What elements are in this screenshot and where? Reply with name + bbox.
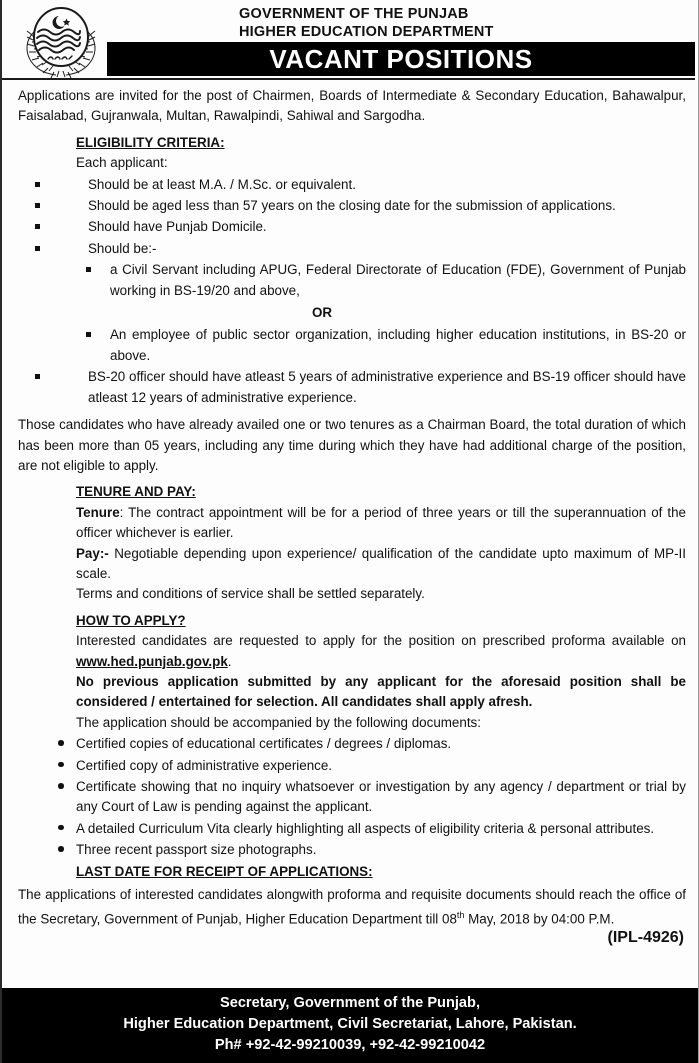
how-to-apply-paragraph: [76, 631, 686, 672]
list-item-text: Certificate showing that no inquiry whatsoever or investigation by any agency / department or trial by any Court of Law is pending against the applicant.: [76, 779, 686, 815]
eligibility-criteria-heading: ELIGIBILITY CRITERIA:: [76, 134, 225, 150]
no-previous-application-note: No previous application submitted by any applicant for the aforesaid position shall be considered / entertained for selection. All candidates shall apply afresh.: [76, 673, 686, 710]
list-item-text: Certified copies of educational certificates / degrees / diplomas.: [76, 736, 452, 752]
list-item-text: BS-20 officer should have atleast 5 years of administrative experience and BS-19 officer should have atleast 12 years of administrative experience.: [88, 369, 686, 405]
pay-label: Pay:-: [76, 545, 109, 561]
square-bullet-icon: [35, 224, 40, 229]
footer-line-address: Higher Education Department, Civil Secretariat, Lahore, Pakistan.: [123, 1016, 577, 1032]
list-item-text: Should be:-: [88, 240, 157, 256]
tenure-and-pay-heading: TENURE AND PAY:: [76, 484, 196, 500]
list-item: [18, 175, 686, 195]
page-footer: [2, 988, 698, 1063]
list-item-text: Three recent passport size photographs.: [76, 842, 317, 858]
apply-text-before: Interested candidates are requested to apply for the position on prescribed proforma available on: [76, 633, 686, 649]
page-header: [2, 0, 698, 78]
round-bullet-icon: [58, 783, 64, 789]
tenure-label: Tenure: [76, 504, 120, 520]
round-bullet-icon: [58, 846, 64, 852]
each-applicant-label: Each applicant:: [76, 155, 168, 171]
square-bullet-icon: [86, 267, 91, 272]
punjab-government-emblem-icon: [18, 4, 104, 78]
list-item-text: a Civil Servant including APUG, Federal Directorate of Education (FDE), Government of Punjab working in BS-19/20 and above,: [110, 262, 686, 298]
list-item: [18, 819, 686, 839]
square-bullet-icon: [35, 374, 40, 379]
pay-text: Negotiable depending upon experience/ qualification of the candidate upto maximum of MP-II scale.: [76, 545, 686, 581]
eligibility-list-experience: [18, 367, 686, 408]
list-item: [18, 260, 686, 301]
last-date-heading: LAST DATE FOR RECEIPT OF APPLICATIONS:: [76, 863, 373, 879]
list-item: [18, 777, 686, 818]
header-titles: [239, 5, 494, 41]
documents-intro: The application should be accompanied by the following documents:: [76, 714, 481, 730]
list-item-text: Should be aged less than 57 years on the closing date for the submission of applications.: [88, 198, 616, 214]
last-date-text-before: The applications of interested candidates alongwith proforma and requisite documents should reach the office of the Secretary, Government of Punjab, Higher Education Department till 08: [18, 887, 686, 927]
list-item: [18, 325, 686, 366]
advertisement-body: [2, 80, 698, 949]
how-to-apply-heading: HOW TO APPLY?: [76, 612, 186, 628]
vacant-positions-title: VACANT POSITIONS: [269, 44, 533, 74]
square-bullet-icon: [35, 203, 40, 208]
round-bullet-icon: [58, 762, 64, 768]
tenure-paragraph: [76, 503, 686, 544]
list-item: [18, 734, 686, 754]
list-item-text: Should be at least M.A. / M.Sc. or equivalent.: [88, 176, 356, 192]
square-bullet-icon: [35, 246, 40, 251]
date-superscript: th: [456, 910, 465, 921]
list-item: [18, 367, 686, 408]
or-separator: OR: [311, 305, 333, 321]
square-bullet-icon: [86, 332, 91, 337]
list-item: [18, 239, 686, 259]
tenure-restriction-paragraph: Those candidates who have already availed one or two tenures as a Chairman Board, the total duration of which has been more than 05 years, including any time during which they have had additional charge of the position, are not eligible to apply.: [18, 417, 686, 473]
list-item: [18, 196, 686, 216]
footer-line-phone: Ph# +92-42-99210039, +92-42-99210042: [214, 1037, 486, 1053]
last-date-paragraph: [18, 885, 686, 930]
list-item: [18, 756, 686, 776]
government-line: GOVERNMENT OF THE PUNJAB: [239, 6, 469, 22]
list-item-text: Certified copy of administrative experience.: [76, 757, 333, 773]
pay-paragraph: [76, 544, 686, 585]
list-item: [18, 217, 686, 237]
list-item-text: Should have Punjab Domicile.: [88, 219, 267, 235]
tenure-text: : The contract appointment will be for a period of three years or till the superannuation of the officer whichever is earlier.: [76, 504, 686, 541]
list-item-text: A detailed Curriculum Vita clearly highlighting all aspects of eligibility criteria & personal attributes.: [76, 820, 655, 836]
vacant-positions-banner: [107, 42, 695, 76]
documents-list: [18, 734, 686, 860]
apply-text-after: .: [227, 653, 232, 669]
eligibility-sublist: [18, 260, 686, 301]
list-item: [18, 840, 686, 860]
intro-paragraph: Applications are invited for the post of Chairmen, Boards of Intermediate & Secondary Education, Bahawalpur, Faisalabad, Gujranwala, Multan, Rawalpindi, Sahiwal and Sargodha.: [18, 88, 686, 124]
reference-number: (IPL-4926): [607, 929, 684, 947]
terms-paragraph: Terms and conditions of service shall be settled separately.: [76, 586, 425, 602]
last-date-text-after: May, 2018 by 04:00 P.M.: [464, 911, 615, 927]
round-bullet-icon: [58, 825, 64, 831]
eligibility-sublist-2: [18, 325, 686, 366]
eligibility-list: [18, 175, 686, 260]
list-item-text: An employee of public sector organization, including higher education institutions, in BS-20 or above.: [110, 327, 686, 363]
department-line: HIGHER EDUCATION DEPARTMENT: [239, 24, 494, 40]
footer-line-secretary: Secretary, Government of the Punjab,: [219, 995, 481, 1011]
round-bullet-icon: [58, 740, 64, 746]
square-bullet-icon: [35, 182, 40, 187]
website-link[interactable]: www.hed.punjab.gov.pk: [76, 653, 228, 669]
